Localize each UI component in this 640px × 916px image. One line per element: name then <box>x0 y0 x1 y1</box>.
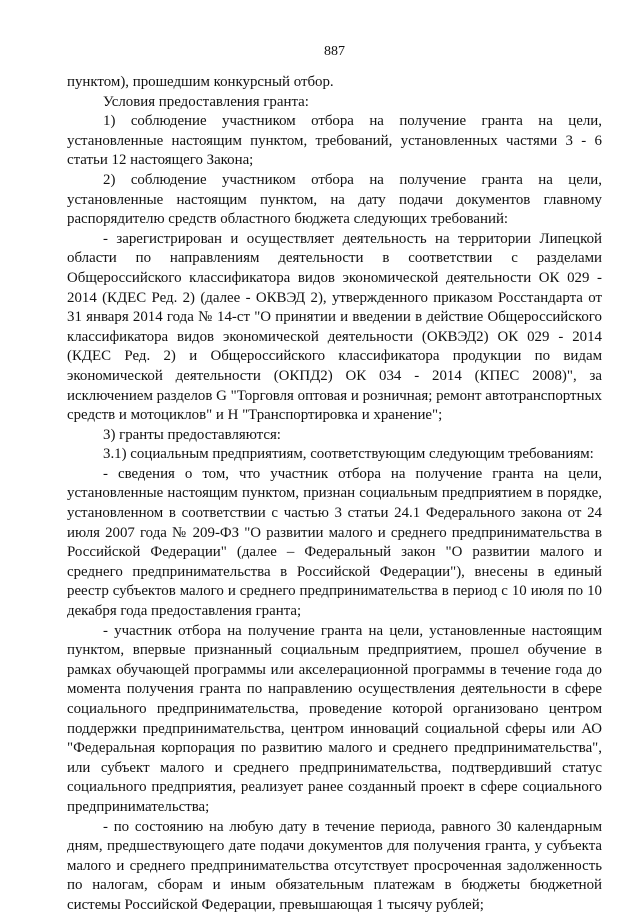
paragraph-condition-3-1: 3.1) социальным предприятиям, соответствующим следующим требованиям: <box>103 446 594 463</box>
paragraph-registration-requirement: - зарегистрирован и осуществляет деятельность на территории Липецкой области по направлениям деятельности в соответствии с разделами Общероссийского классификатора видов экономической деятельности ОК 029 - 2014 (КДЕС Ред. 2) (далее - ОКВЭД 2), утвержденного приказом Росстандарта от 31 января 2014 года № 14-ст "О принятии и введении в действие Общероссийского классификатора видов экономической деятельности (ОКВЭД2) ОК 029 - 2014 (КДЕС Ред. 2) и Общероссийского классификатора продукции по видам экономической деятельности (ОКПД2) ОК 034 - 2014 (КПЕС 2008)", за исключением разделов G "Торговля оптовая и розничная; ремонт автотранспортных средств и мотоциклов" и Н "Транспортировка и хранение"; <box>67 230 602 424</box>
paragraph-condition-1: 1) соблюдение участником отбора на получение гранта на цели, установленные настоящим пунктом, требований, установленных частями 3 - 6 статьи 12 настоящего Закона; <box>67 113 602 169</box>
paragraph-condition-3: 3) гранты предоставляются: <box>103 426 281 443</box>
paragraph-grant-conditions-heading: Условия предоставления гранта: <box>103 93 309 110</box>
page-number: 887 <box>324 44 345 59</box>
document-page <box>67 0 602 916</box>
paragraph-continuation: пунктом), прошедшим конкурсный отбор. <box>67 74 334 90</box>
paragraph-registry-requirement: - сведения о том, что участник отбора на получение гранта на цели, установленные настоящим пунктом, признан социальным предприятием в порядке, установленном в соответствии с частью 3 статьи 24.1 Федерального закона от 24 июля 2007 года № 209-ФЗ "О развитии малого и среднего предпринимательства в Российской Федерации" (далее – Федеральный закон "О развитии малого и среднего предпринимательства в Российской Федерации"), внесены в единый реестр субъектов малого и среднего предпринимательства в период с 10 июля по 10 декабря года предоставления гранта; <box>67 465 602 620</box>
paragraph-debt-requirement: - по состоянию на любую дату в течение периода, равного 30 календарным дням, предшествующего дате подачи документов для получения гранта, у субъекта малого и среднего предпринимательства отсутствует просроченная задолженность по налогам, сборам и иным обязательным платежам в бюджеты бюджетной системы Российской Федерации, превышающая 1 тысячу рублей; <box>67 818 602 913</box>
paragraph-training-requirement: - участник отбора на получение гранта на цели, установленные настоящим пунктом, впервые признанный социальным предприятием, прошел обучение в рамках обучающей программы или акселерационной программы в течение года до момента получения гранта по направлению осуществления деятельности в сфере социального предпринимательства, проведение которой организовано центром поддержки предпринимательства, центром инноваций социальной сферы или АО "Федеральная корпорация по развитию малого и среднего предпринимательства", или субъект малого и среднего предпринимательства, подтвердивший статус социального предприятия, реализует ранее созданный проект в сфере социального предпринимательства; <box>67 622 602 815</box>
paragraph-condition-2: 2) соблюдение участником отбора на получение гранта на цели, установленные настоящим пунктом, на дату подачи документов главному распорядителю средств областного бюджета следующих требований: <box>67 171 602 228</box>
